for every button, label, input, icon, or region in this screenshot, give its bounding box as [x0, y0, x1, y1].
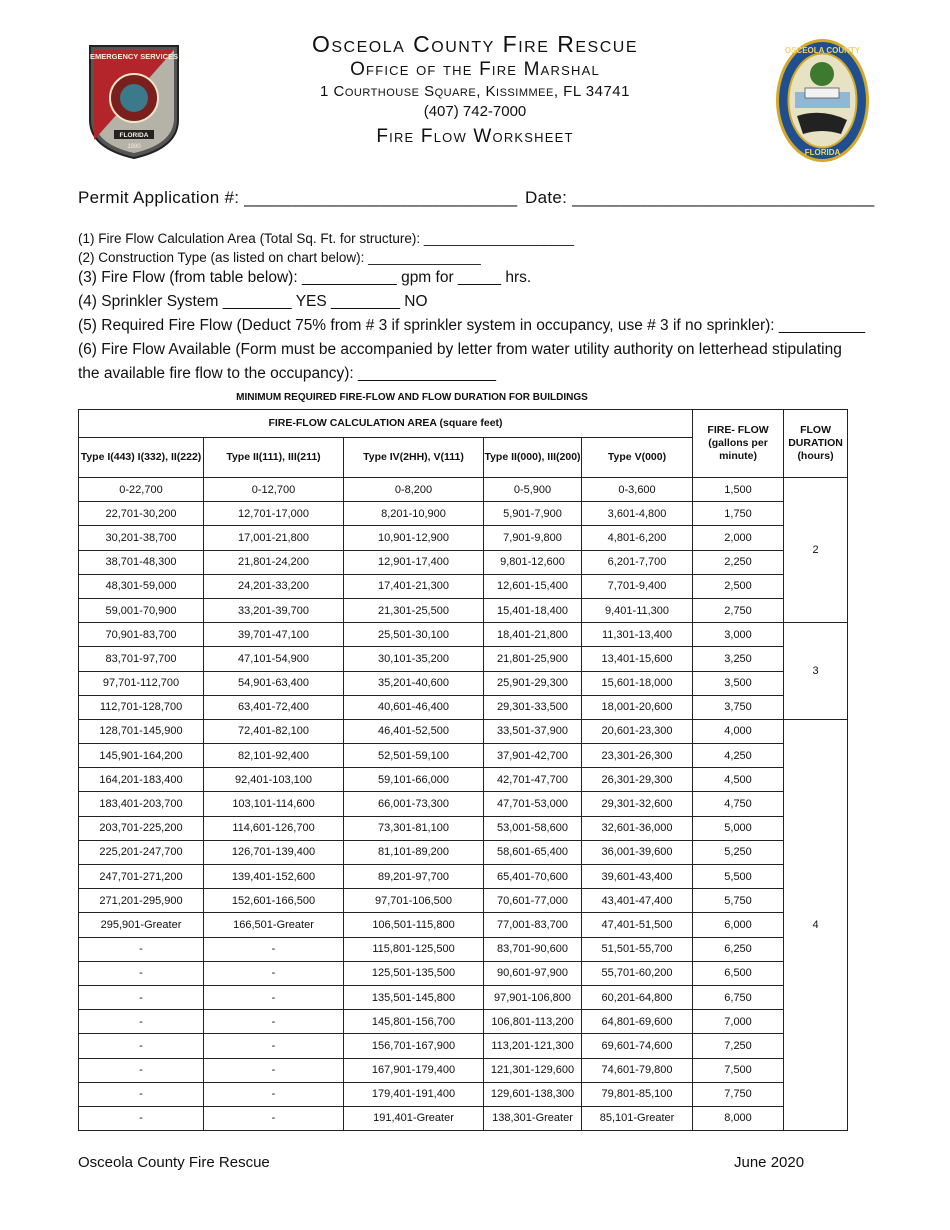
office-address: 1 Courthouse Square, Kissimmee, FL 34741: [319, 83, 630, 100]
footer-agency: Osceola County Fire Rescue: [78, 1154, 270, 1171]
area-range-cell: 23,301-26,300: [582, 744, 693, 768]
area-range-cell: 37,901-42,700: [484, 744, 582, 768]
area-range-cell: 9,801-12,600: [484, 550, 582, 574]
fire-flow-column-header: FIRE- FLOW (gallons per minute): [693, 410, 784, 478]
area-range-cell: 77,001-83,700: [484, 913, 582, 937]
seal-top-text: OSCEOLA COUNTY: [784, 46, 861, 55]
footer-date: June 2020: [734, 1154, 805, 1171]
area-range-cell: 30,201-38,700: [79, 526, 204, 550]
area-range-cell: 129,601-138,300: [484, 1082, 582, 1106]
area-range-cell: 139,401-152,600: [204, 865, 344, 889]
area-range-cell: 39,601-43,400: [582, 865, 693, 889]
area-range-cell: 69,601-74,600: [582, 1034, 693, 1058]
area-range-cell: 89,201-97,700: [344, 865, 484, 889]
area-range-cell: 0-22,700: [79, 478, 204, 502]
area-range-cell: 47,101-54,900: [204, 647, 344, 671]
area-range-cell: 11,301-13,400: [582, 623, 693, 647]
table-row: [79, 695, 848, 719]
area-range-cell: -: [204, 937, 344, 961]
area-range-cell: 20,601-23,300: [582, 719, 693, 743]
area-range-cell: 35,201-40,600: [344, 671, 484, 695]
area-range-cell: 54,901-63,400: [204, 671, 344, 695]
area-range-cell: 65,401-70,600: [484, 865, 582, 889]
area-range-cell: 126,701-139,400: [204, 840, 344, 864]
area-range-cell: 18,401-21,800: [484, 623, 582, 647]
area-range-cell: 12,901-17,400: [344, 550, 484, 574]
area-range-cell: 145,901-164,200: [79, 744, 204, 768]
area-range-cell: 25,501-30,100: [344, 623, 484, 647]
area-range-cell: 40,601-46,400: [344, 695, 484, 719]
area-range-cell: 21,301-25,500: [344, 598, 484, 622]
table-row: [79, 526, 848, 550]
fire-flow-available-label: (6) Fire Flow Available (Form must be accompanied by letter from water utility authority on letterhead stipulating: [78, 341, 842, 358]
area-range-cell: 7,901-9,800: [484, 526, 582, 550]
area-range-cell: 26,301-29,300: [582, 768, 693, 792]
area-range-cell: 52,501-59,100: [344, 744, 484, 768]
fire-flow-cell: 3,750: [693, 695, 784, 719]
fire-flow-cell: 6,250: [693, 937, 784, 961]
area-range-cell: 6,201-7,700: [582, 550, 693, 574]
area-range-cell: 156,701-167,900: [344, 1034, 484, 1058]
area-range-cell: 12,701-17,000: [204, 502, 344, 526]
area-range-cell: 152,601-166,500: [204, 889, 344, 913]
area-range-cell: 73,301-81,100: [344, 816, 484, 840]
area-range-cell: 79,801-85,100: [582, 1082, 693, 1106]
area-range-cell: 38,701-48,300: [79, 550, 204, 574]
fire-flow-cell: 2,750: [693, 598, 784, 622]
area-range-cell: 83,701-97,700: [79, 647, 204, 671]
area-range-cell: 64,801-69,600: [582, 1010, 693, 1034]
area-range-cell: -: [204, 1106, 344, 1130]
area-range-cell: 179,401-191,400: [344, 1082, 484, 1106]
area-range-cell: 17,401-21,300: [344, 574, 484, 598]
area-range-cell: 0-8,200: [344, 478, 484, 502]
area-range-cell: -: [204, 1058, 344, 1082]
area-range-cell: 4,801-6,200: [582, 526, 693, 550]
table-row: [79, 913, 848, 937]
area-range-cell: 66,001-73,300: [344, 792, 484, 816]
area-range-cell: 183,401-203,700: [79, 792, 204, 816]
area-range-cell: 47,401-51,500: [582, 913, 693, 937]
area-range-cell: -: [79, 1106, 204, 1130]
construction-type-header: Type IV(2HH), V(111): [344, 438, 484, 478]
fire-flow-field[interactable]: (3) Fire Flow (from table below): ___________ gpm for _____ hrs.: [78, 269, 532, 286]
area-range-cell: 103,101-114,600: [204, 792, 344, 816]
area-range-cell: 9,401-11,300: [582, 598, 693, 622]
table-row: [79, 1082, 848, 1106]
area-range-cell: -: [79, 937, 204, 961]
area-range-cell: 24,201-33,200: [204, 574, 344, 598]
area-range-cell: 106,501-115,800: [344, 913, 484, 937]
area-range-cell: 225,201-247,700: [79, 840, 204, 864]
table-row: [79, 768, 848, 792]
area-range-cell: 15,601-18,000: [582, 671, 693, 695]
area-range-cell: 125,501-135,500: [344, 961, 484, 985]
area-range-cell: 203,701-225,200: [79, 816, 204, 840]
fire-flow-cell: 4,500: [693, 768, 784, 792]
badge-year-text: 1980: [127, 144, 141, 150]
area-range-cell: 25,901-29,300: [484, 671, 582, 695]
area-range-cell: 271,201-295,900: [79, 889, 204, 913]
area-range-cell: 12,601-15,400: [484, 574, 582, 598]
area-range-cell: 97,701-112,700: [79, 671, 204, 695]
flow-duration-cell: 3: [784, 623, 848, 720]
area-range-cell: 58,601-65,400: [484, 840, 582, 864]
area-range-cell: 13,401-15,600: [582, 647, 693, 671]
area-range-cell: 46,401-52,500: [344, 719, 484, 743]
area-range-cell: -: [79, 1082, 204, 1106]
table-row: [79, 840, 848, 864]
area-range-cell: 145,801-156,700: [344, 1010, 484, 1034]
area-range-cell: -: [79, 985, 204, 1009]
area-range-cell: 3,601-4,800: [582, 502, 693, 526]
fire-flow-cell: 4,250: [693, 744, 784, 768]
sprinkler-system-field[interactable]: (4) Sprinkler System ________ YES ________ NO: [78, 293, 428, 310]
fire-flow-cell: 2,250: [693, 550, 784, 574]
area-range-cell: 0-12,700: [204, 478, 344, 502]
table-row: [79, 744, 848, 768]
badge-top-text: EMERGENCY SERVICES: [89, 52, 179, 61]
letterhead: [0, 30, 950, 150]
area-range-cell: 7,701-9,400: [582, 574, 693, 598]
fire-flow-cell: 5,000: [693, 816, 784, 840]
area-range-cell: 60,201-64,800: [582, 985, 693, 1009]
area-range-cell: 167,901-179,400: [344, 1058, 484, 1082]
area-range-cell: 33,501-37,900: [484, 719, 582, 743]
area-range-cell: 82,101-92,400: [204, 744, 344, 768]
area-range-cell: 92,401-103,100: [204, 768, 344, 792]
area-range-cell: -: [79, 1010, 204, 1034]
table-row: [79, 1106, 848, 1130]
construction-type-header: Type II(000), III(200): [484, 438, 582, 478]
office-name: Office of the Fire Marshal: [350, 59, 600, 80]
area-range-cell: 59,101-66,000: [344, 768, 484, 792]
flow-duration-cell: 2: [784, 478, 848, 623]
permit-application-field[interactable]: Permit Application #: ____________________________: [78, 188, 518, 207]
area-range-cell: 5,901-7,900: [484, 502, 582, 526]
table-row: [79, 719, 848, 743]
table-row: [79, 502, 848, 526]
table-row: [79, 598, 848, 622]
area-range-cell: 43,401-47,400: [582, 889, 693, 913]
construction-type-header: Type I(443) I(332), II(222): [79, 438, 204, 478]
fire-flow-cell: 6,750: [693, 985, 784, 1009]
fire-flow-cell: 4,000: [693, 719, 784, 743]
fire-flow-cell: 6,500: [693, 961, 784, 985]
fire-flow-cell: 1,500: [693, 478, 784, 502]
seal-bottom-text: FLORIDA: [804, 148, 841, 157]
area-range-cell: 22,701-30,200: [79, 502, 204, 526]
area-range-cell: 48,301-59,000: [79, 574, 204, 598]
area-range-cell: 33,201-39,700: [204, 598, 344, 622]
table-row: [79, 792, 848, 816]
area-range-cell: 36,001-39,600: [582, 840, 693, 864]
area-range-cell: 295,901-Greater: [79, 913, 204, 937]
area-range-cell: 51,501-55,700: [582, 937, 693, 961]
area-range-cell: 128,701-145,900: [79, 719, 204, 743]
table-row: [79, 1034, 848, 1058]
table-row: [79, 961, 848, 985]
area-range-cell: 39,701-47,100: [204, 623, 344, 647]
area-range-cell: 42,701-47,700: [484, 768, 582, 792]
area-range-cell: 247,701-271,200: [79, 865, 204, 889]
area-range-cell: 70,601-77,000: [484, 889, 582, 913]
table-row: [79, 478, 848, 502]
area-range-cell: 0-3,600: [582, 478, 693, 502]
area-range-cell: -: [79, 961, 204, 985]
flow-duration-cell: 4: [784, 719, 848, 1130]
area-range-cell: 32,601-36,000: [582, 816, 693, 840]
fire-flow-cell: 5,750: [693, 889, 784, 913]
area-range-cell: 18,001-20,600: [582, 695, 693, 719]
fire-flow-cell: 7,000: [693, 1010, 784, 1034]
area-range-cell: 21,801-25,900: [484, 647, 582, 671]
fire-flow-cell: 5,250: [693, 840, 784, 864]
area-range-cell: 10,901-12,900: [344, 526, 484, 550]
area-range-cell: -: [204, 961, 344, 985]
area-range-cell: 29,301-33,500: [484, 695, 582, 719]
area-range-cell: 47,701-53,000: [484, 792, 582, 816]
area-range-cell: -: [204, 1010, 344, 1034]
table-row: [79, 985, 848, 1009]
fire-flow-cell: 2,500: [693, 574, 784, 598]
area-range-cell: 166,501-Greater: [204, 913, 344, 937]
table-row: [79, 1058, 848, 1082]
area-range-cell: 8,201-10,900: [344, 502, 484, 526]
area-range-cell: -: [79, 1034, 204, 1058]
table-row: [79, 574, 848, 598]
date-field[interactable]: Date: _______________________________: [525, 188, 875, 207]
fire-flow-cell: 3,500: [693, 671, 784, 695]
area-range-cell: 135,501-145,800: [344, 985, 484, 1009]
area-range-cell: 17,001-21,800: [204, 526, 344, 550]
area-range-cell: 55,701-60,200: [582, 961, 693, 985]
area-range-cell: -: [204, 1034, 344, 1058]
area-range-cell: 53,001-58,600: [484, 816, 582, 840]
fire-flow-cell: 6,000: [693, 913, 784, 937]
fire-flow-table: [78, 409, 848, 1131]
area-range-cell: 90,601-97,900: [484, 961, 582, 985]
area-range-cell: 106,801-113,200: [484, 1010, 582, 1034]
table-row: [79, 1010, 848, 1034]
area-range-cell: 0-5,900: [484, 478, 582, 502]
table-row: [79, 816, 848, 840]
area-range-cell: -: [79, 1058, 204, 1082]
calc-area-field[interactable]: (1) Fire Flow Calculation Area (Total Sq. Ft. for structure): ____________________: [78, 231, 575, 246]
fire-flow-cell: 1,750: [693, 502, 784, 526]
area-range-cell: 85,101-Greater: [582, 1106, 693, 1130]
area-range-cell: 59,001-70,900: [79, 598, 204, 622]
area-range-cell: 112,701-128,700: [79, 695, 204, 719]
calc-area-group-header: FIRE-FLOW CALCULATION AREA (square feet): [79, 410, 693, 438]
office-phone: (407) 742-7000: [423, 103, 527, 120]
fire-flow-cell: 7,250: [693, 1034, 784, 1058]
area-range-cell: 121,301-129,600: [484, 1058, 582, 1082]
badge-bottom-text: FLORIDA: [119, 132, 149, 139]
fire-flow-cell: 3,250: [693, 647, 784, 671]
table-row: [79, 889, 848, 913]
area-range-cell: 81,101-89,200: [344, 840, 484, 864]
area-range-cell: 97,901-106,800: [484, 985, 582, 1009]
construction-type-header: Type II(111), III(211): [204, 438, 344, 478]
table-row: [79, 865, 848, 889]
area-range-cell: 72,401-82,100: [204, 719, 344, 743]
area-range-cell: 113,201-121,300: [484, 1034, 582, 1058]
construction-type-header: Type V(000): [582, 438, 693, 478]
area-range-cell: 114,601-126,700: [204, 816, 344, 840]
area-range-cell: 115,801-125,500: [344, 937, 484, 961]
area-range-cell: 21,801-24,200: [204, 550, 344, 574]
table-row: [79, 671, 848, 695]
area-range-cell: 70,901-83,700: [79, 623, 204, 647]
fire-flow-cell: 5,500: [693, 865, 784, 889]
fire-flow-available-field[interactable]: the available fire flow to the occupancy): ________________: [78, 365, 496, 382]
area-range-cell: 29,301-32,600: [582, 792, 693, 816]
fire-flow-cell: 2,000: [693, 526, 784, 550]
area-range-cell: 138,301-Greater: [484, 1106, 582, 1130]
worksheet-title: Fire Flow Worksheet: [376, 126, 574, 147]
flow-duration-column-header: FLOW DURATION (hours): [784, 410, 848, 478]
required-fire-flow-field[interactable]: (5) Required Fire Flow (Deduct 75% from # 3 if sprinkler system in occupancy, use # 3 if no sprinkler): __________: [78, 317, 866, 334]
area-range-cell: 164,201-183,400: [79, 768, 204, 792]
area-range-cell: -: [204, 1082, 344, 1106]
area-range-cell: 74,601-79,800: [582, 1058, 693, 1082]
agency-name: Osceola County Fire Rescue: [311, 31, 639, 57]
table-row: [79, 623, 848, 647]
fire-flow-cell: 7,500: [693, 1058, 784, 1082]
fire-flow-cell: 8,000: [693, 1106, 784, 1130]
area-range-cell: 63,401-72,400: [204, 695, 344, 719]
area-range-cell: 191,401-Greater: [344, 1106, 484, 1130]
area-range-cell: 83,701-90,600: [484, 937, 582, 961]
area-range-cell: -: [204, 985, 344, 1009]
fire-flow-cell: 4,750: [693, 792, 784, 816]
table-row: [79, 647, 848, 671]
table-row: [79, 550, 848, 574]
area-range-cell: 15,401-18,400: [484, 598, 582, 622]
fire-flow-cell: 7,750: [693, 1082, 784, 1106]
fire-flow-cell: 3,000: [693, 623, 784, 647]
area-range-cell: 30,101-35,200: [344, 647, 484, 671]
construction-type-field[interactable]: (2) Construction Type (as listed on chart below): _______________: [78, 250, 481, 265]
area-range-cell: 97,701-106,500: [344, 889, 484, 913]
table-row: [79, 937, 848, 961]
table-title: MINIMUM REQUIRED FIRE-FLOW AND FLOW DURATION FOR BUILDINGS: [236, 392, 588, 403]
